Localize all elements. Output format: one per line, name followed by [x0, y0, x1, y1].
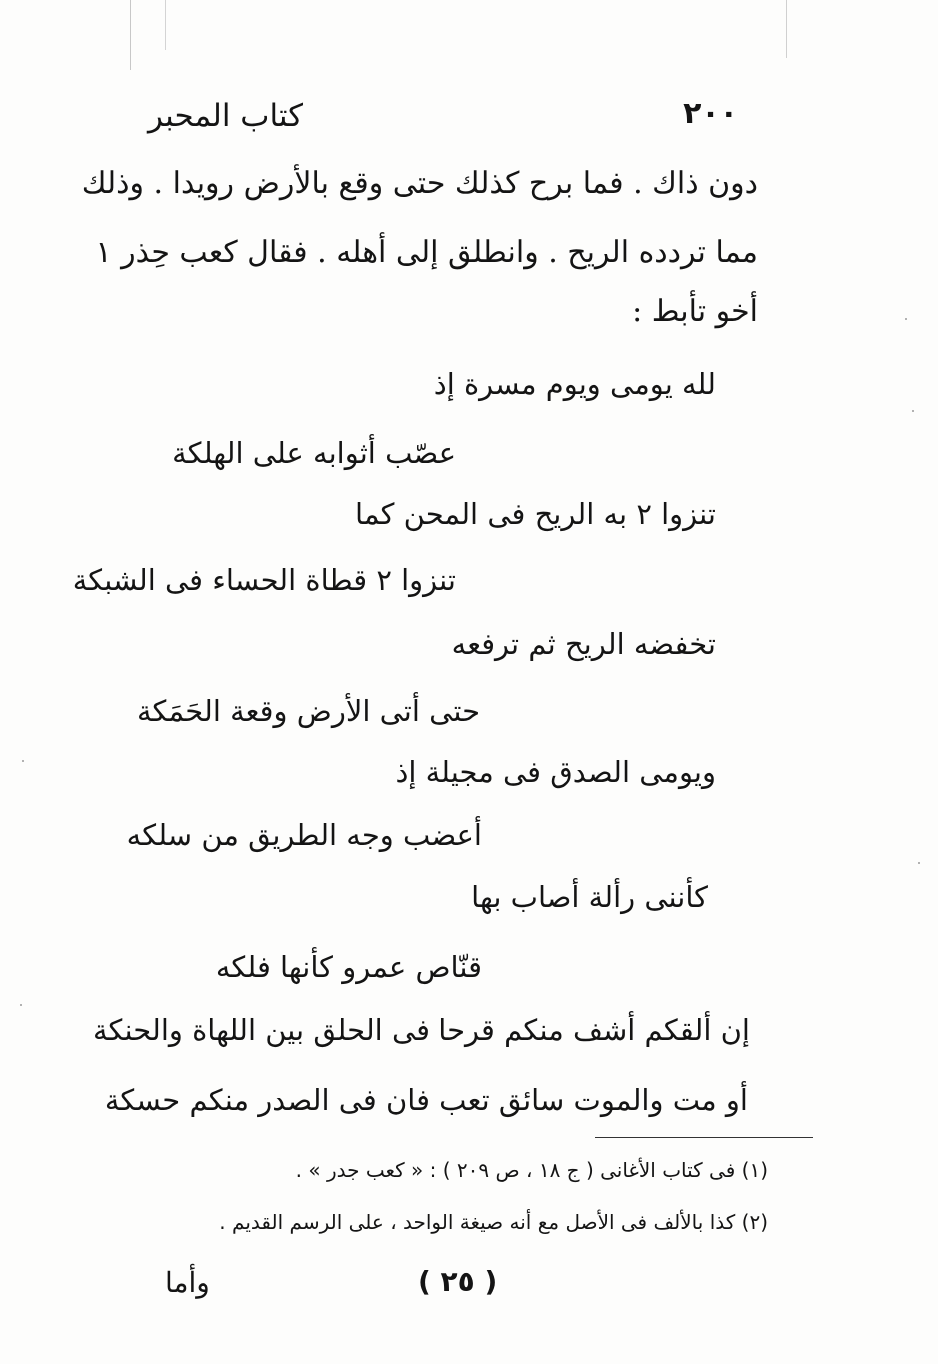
header-page-number: ٢٠٠ [683, 96, 738, 131]
couplet-second-hemistich: فان فى الصدر منكم حسكة [104, 1083, 430, 1117]
header-book-title: كتاب المحبر [148, 98, 304, 134]
footer-page-number: ( ٢٥ ) [418, 1265, 498, 1298]
footnote-1: (١) فى كتاب الأغانى ( ج ١٨ ، ص ٢٠٩ ) : « كعب جدر » . [295, 1158, 768, 1182]
scan-speck [20, 1004, 22, 1006]
margin-scan-line [130, 0, 131, 70]
scan-speck [22, 760, 24, 762]
footnote-rule [595, 1137, 813, 1138]
verse-line: تنزوا ٢ قطاة الحساء فى الشبكة [72, 563, 456, 597]
couplet-first-hemistich: أو مت والموت سائق تعب [439, 1083, 748, 1117]
verse-line: حتى أتى الأرض وقعة الحَمَكة [136, 694, 480, 728]
prose-line: أخو تأبط : [632, 294, 758, 329]
margin-scan-line [165, 0, 166, 50]
couplet-first-hemistich: إن ألقكم أشف منكم قرحا [438, 1013, 750, 1047]
verse-line: لله يومى ويوم مسرة إذ [433, 367, 716, 401]
verse-line: عصّب أثوابه على الهلكة [172, 436, 456, 470]
verse-line: ويومى الصدق فى مجيلة إذ [395, 755, 716, 789]
verse-line: تخفضه الريح ثم ترفعه [451, 627, 716, 661]
prose-line: مما تردده الريح . وانطلق إلى أهله . فقال كعب حِذر ١ [95, 235, 758, 270]
catchword: وأما [165, 1266, 210, 1299]
scan-speck [905, 318, 907, 320]
footnote-2: (٢) كذا بالألف فى الأصل مع أنه صيغة الواحد ، على الرسم القديم . [219, 1210, 768, 1234]
scan-speck [912, 410, 914, 412]
verse-line: كأننى رألة أصاب بها [471, 880, 708, 914]
scan-speck [918, 862, 920, 864]
couplet-second-hemistich: فى الحلق بين اللهاة والحنكة [92, 1013, 430, 1047]
verse-line: قنّاص عمرو كأنها فلكه [215, 950, 482, 984]
verse-line: أعضب وجه الطريق من سلكه [126, 818, 482, 852]
margin-scan-line [786, 0, 787, 58]
prose-line: دون ذاك . فما برح كذلك حتى وقع بالأرض رويدا . وذلك [81, 166, 758, 201]
verse-line: تنزوا ٢ به الريح فى المحن كما [355, 497, 716, 531]
